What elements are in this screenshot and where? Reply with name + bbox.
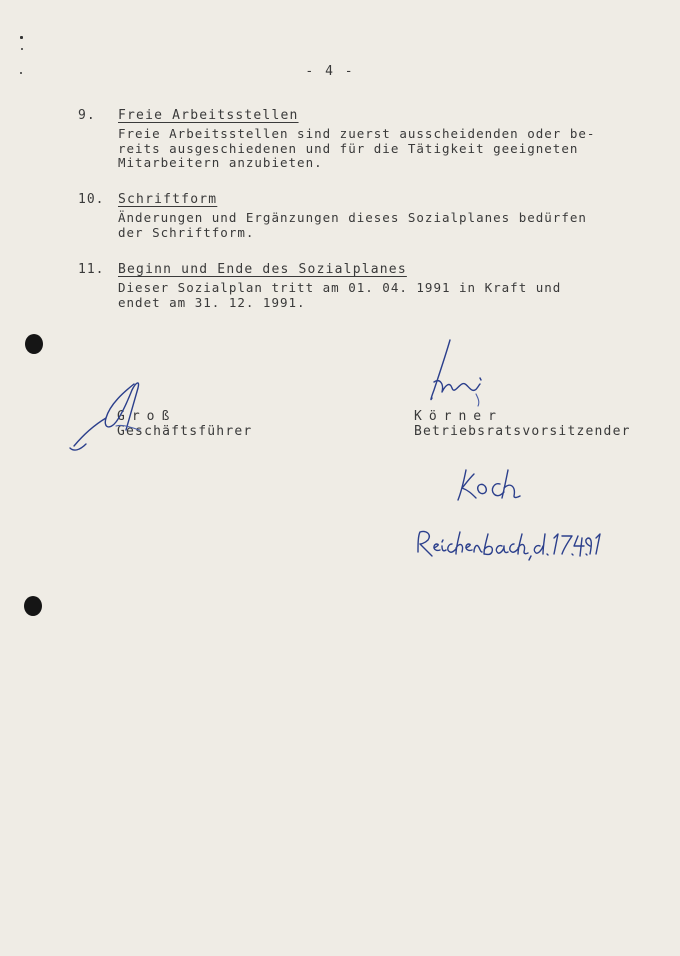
paper-speck (20, 36, 23, 39)
body-line: der Schriftform. (118, 224, 255, 240)
section-title: Beginn und Ende des Sozialplanes (118, 262, 407, 277)
section-9 (78, 108, 618, 178)
body-line: Freie Arbeitsstellen sind zuerst ausscheidenden oder be- (118, 126, 596, 141)
body-line: reits ausgeschiedenen und für die Tätigkeit geeigneten (118, 140, 579, 156)
body-line: Änderungen und Ergänzungen dieses Sozialplanes bedürfen (118, 210, 587, 225)
paper-speck (21, 48, 23, 50)
signatory-right-role: Betriebsratsvorsitzender (414, 424, 631, 439)
signature-extra (454, 466, 526, 506)
punch-hole (24, 596, 42, 616)
section-title: Freie Arbeitsstellen (118, 108, 299, 123)
section-10 (78, 192, 618, 248)
section-title: Schriftform (118, 192, 218, 207)
section-number: 11. (78, 262, 105, 277)
section-number: 10. (78, 192, 105, 207)
section-body (118, 211, 608, 240)
signatory-left-role: Geschäftsführer (117, 424, 253, 439)
body-line: Mitarbeitern anzubieten. (118, 155, 323, 170)
signatory-left-name: Groß (117, 409, 177, 424)
body-line: endet am 31. 12. 1991. (118, 294, 306, 310)
section-11 (78, 262, 618, 318)
signature-left (66, 378, 176, 454)
page-number: - 4 - (305, 64, 355, 79)
section-number: 9. (78, 108, 96, 123)
punch-hole (25, 334, 43, 354)
signature-right (420, 338, 490, 410)
signatory-right-name: Körner (414, 409, 503, 424)
section-body (118, 127, 608, 171)
section-body (118, 281, 608, 310)
handwritten-place-date (412, 526, 592, 562)
body-line: Dieser Sozialplan tritt am 01. 04. 1991 in Kraft und (118, 280, 562, 295)
